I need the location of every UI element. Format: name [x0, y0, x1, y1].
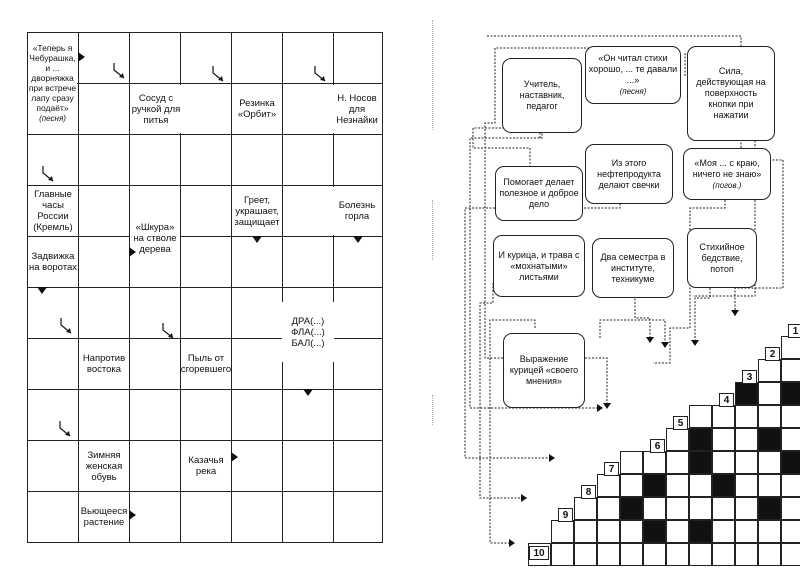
- grid-cell[interactable]: [129, 338, 181, 390]
- crossword-cell[interactable]: [735, 451, 758, 474]
- clue-number-8: 8: [581, 485, 596, 499]
- clue-gate-bolt: Задвижка на воротах: [28, 238, 78, 286]
- crossword-cell[interactable]: [689, 474, 712, 497]
- crossword-cell[interactable]: [597, 520, 620, 543]
- arrow-marker: [303, 389, 313, 396]
- clue-candles: Из этого нефтепродукта делают свечки: [585, 144, 673, 204]
- grid-cell[interactable]: [282, 83, 334, 135]
- grid-cell[interactable]: [333, 389, 383, 441]
- crossword-cell: [712, 474, 735, 497]
- crossword-cell: [643, 520, 666, 543]
- bent-arrow-icon: [40, 165, 58, 183]
- crossword-cell[interactable]: [758, 382, 781, 405]
- arrow-marker: [252, 236, 262, 243]
- grid-cell[interactable]: [180, 83, 232, 135]
- grid-cell[interactable]: [180, 185, 232, 237]
- crossword-cell: [758, 428, 781, 451]
- crossword-cell[interactable]: [666, 474, 689, 497]
- clue-orbit: Резинка «Орбит»: [232, 85, 282, 133]
- grid-cell[interactable]: [27, 440, 79, 492]
- grid-cell[interactable]: [129, 32, 181, 84]
- grid-cell[interactable]: [282, 185, 334, 237]
- crossword-cell[interactable]: [666, 497, 689, 520]
- crossword-cell[interactable]: [689, 497, 712, 520]
- grid-cell[interactable]: [78, 134, 130, 186]
- grid-cell[interactable]: [180, 236, 232, 288]
- grid-cell[interactable]: [282, 236, 334, 288]
- grid-cell[interactable]: [78, 389, 130, 441]
- clue-teacher: Учитель, наставник, педагог: [502, 58, 582, 133]
- clue-bark: «Шкура» на стволе дерева: [130, 208, 180, 268]
- clue-number-6: 6: [650, 439, 665, 453]
- grid-cell[interactable]: [333, 134, 383, 186]
- crossword-cell: [620, 497, 643, 520]
- grid-cell[interactable]: [231, 491, 283, 543]
- clue-ash: Пыль от сгоревшего: [181, 340, 231, 388]
- crossword-cell[interactable]: [666, 428, 689, 451]
- crossword-cell[interactable]: [597, 497, 620, 520]
- crossword-cell: [781, 382, 800, 405]
- crossword-cell[interactable]: [781, 497, 800, 520]
- clue-number-1: 1: [788, 324, 800, 338]
- grid-cell[interactable]: [231, 236, 283, 288]
- grid-cell[interactable]: [27, 491, 79, 543]
- grid-cell[interactable]: [333, 440, 383, 492]
- crossword-cell[interactable]: [758, 359, 781, 382]
- crossword-cell[interactable]: [643, 451, 666, 474]
- clue-my-edge: «Моя ... с краю, ничего не знаю» (погов.): [683, 148, 771, 200]
- clue-warms: Греет, украшает, защищает: [232, 187, 282, 235]
- grid-cell[interactable]: [129, 491, 181, 543]
- grid-cell[interactable]: [180, 134, 232, 186]
- crossword-cell[interactable]: [666, 520, 689, 543]
- crossword-cell[interactable]: [735, 405, 758, 428]
- crossword-cell[interactable]: [597, 543, 620, 566]
- grid-cell[interactable]: [78, 83, 130, 135]
- clue-nosov: Н. Носов для Незнайки: [333, 85, 381, 133]
- grid-cell[interactable]: [180, 491, 232, 543]
- crossword-cell[interactable]: [689, 405, 712, 428]
- fold-line: [432, 395, 433, 425]
- grid-cell[interactable]: [231, 32, 283, 84]
- crossword-cell[interactable]: [620, 520, 643, 543]
- clue-number-3: 3: [742, 370, 757, 384]
- grid-cell[interactable]: [231, 287, 283, 339]
- grid-cell[interactable]: [282, 491, 334, 543]
- crossword-cell[interactable]: [643, 497, 666, 520]
- grid-cell[interactable]: [282, 440, 334, 492]
- grid-cell[interactable]: [282, 389, 334, 441]
- crossword-cell: [758, 497, 781, 520]
- grid-cell[interactable]: [231, 440, 283, 492]
- bent-arrow-icon: [160, 322, 178, 340]
- grid-cell[interactable]: [333, 32, 383, 84]
- crossword-cell[interactable]: [574, 543, 597, 566]
- grid-cell[interactable]: [282, 134, 334, 186]
- crossword-cell: [735, 382, 758, 405]
- arrow-marker: [78, 52, 85, 62]
- crossword-cell: [781, 451, 800, 474]
- crossword-cell[interactable]: [758, 520, 781, 543]
- crossword-cell[interactable]: [643, 543, 666, 566]
- crossword-cell[interactable]: [758, 451, 781, 474]
- clue-throat: Болезнь горла: [333, 187, 381, 235]
- clue-cheburashka: «Теперь я Чебурашка, и ... дворняжка при встрече лапу сразу подаёт» (песня): [28, 33, 77, 123]
- clue-own-opinion: Выражение курицей «своего мнения»: [503, 333, 585, 408]
- clue-hen-grass: И курица, и трава с «мохнатыми» листьями: [493, 235, 585, 297]
- crossword-cell[interactable]: [666, 451, 689, 474]
- clue-opposite-east: Напротив востока: [79, 340, 129, 388]
- clue-dra-fla-bal: ДРА(...) ФЛА(...) БАЛ(...): [282, 302, 334, 362]
- crossword-cell[interactable]: [551, 520, 574, 543]
- grid-cell[interactable]: [333, 491, 383, 543]
- crossword-cell: [689, 520, 712, 543]
- clue-number-9: 9: [558, 508, 573, 522]
- crossword-cell[interactable]: [781, 520, 800, 543]
- grid-cell[interactable]: [333, 287, 383, 339]
- clue-winter-shoes: Зимняя женская обувь: [79, 442, 129, 490]
- clue-helps: Помогает делает полезное и доброе дело: [495, 166, 583, 221]
- grid-cell[interactable]: [27, 338, 79, 390]
- clue-poems: «Он читал стихи хорошо, ... те давали ...» (песня): [585, 46, 681, 104]
- crossword-cell[interactable]: [758, 474, 781, 497]
- crossword-cell: [643, 474, 666, 497]
- crossword-cell[interactable]: [620, 451, 643, 474]
- clue-disaster: Стихийное бедствие, потоп: [687, 228, 757, 288]
- fold-line: [432, 20, 433, 130]
- crossword-cell[interactable]: [758, 543, 781, 566]
- crossword-cell[interactable]: [758, 405, 781, 428]
- crossword-cell[interactable]: [735, 474, 758, 497]
- clue-number-2: 2: [765, 347, 780, 361]
- crossword-cell[interactable]: [620, 474, 643, 497]
- grid-cell[interactable]: [129, 440, 181, 492]
- grid-cell[interactable]: [180, 287, 232, 339]
- arrow-marker: [231, 452, 238, 462]
- grid-cell[interactable]: [231, 134, 283, 186]
- scanword-grid: [27, 32, 382, 542]
- grid-cell[interactable]: [180, 389, 232, 441]
- grid-cell[interactable]: [231, 338, 283, 390]
- song-tag: (песня): [39, 114, 66, 123]
- crossword-cell[interactable]: [781, 428, 800, 451]
- bent-arrow-icon: [58, 317, 76, 335]
- fold-line: [432, 200, 433, 260]
- crossword-cell: [689, 428, 712, 451]
- crossword-cell[interactable]: [620, 543, 643, 566]
- crossword-cell[interactable]: [597, 474, 620, 497]
- grid-cell[interactable]: [78, 287, 130, 339]
- crossword-cell[interactable]: [781, 359, 800, 382]
- grid-cell[interactable]: [333, 338, 383, 390]
- clue-number-10: 10: [529, 546, 549, 560]
- crossword-cell[interactable]: [712, 428, 735, 451]
- crossword-cell[interactable]: [666, 543, 689, 566]
- arrow-marker: [37, 287, 47, 294]
- crossword-cell[interactable]: [735, 520, 758, 543]
- crossword-cell[interactable]: [712, 543, 735, 566]
- crossword-cell[interactable]: [712, 451, 735, 474]
- clue-chimes: Главные часы России (Кремль): [28, 187, 78, 235]
- grid-cell[interactable]: [129, 389, 181, 441]
- clue-climbing-plant: Вьющееся растение: [79, 493, 129, 541]
- grid-cell[interactable]: [78, 185, 130, 237]
- stair-crossword: [455, 28, 799, 563]
- grid-cell[interactable]: [129, 134, 181, 186]
- clue-number-7: 7: [604, 462, 619, 476]
- clue-cossack-river: Казачья река: [181, 442, 231, 490]
- crossword-cell[interactable]: [735, 543, 758, 566]
- crossword-cell: [689, 451, 712, 474]
- grid-cell[interactable]: [333, 236, 383, 288]
- crossword-cell[interactable]: [551, 543, 574, 566]
- crossword-cell[interactable]: [735, 497, 758, 520]
- crossword-cell[interactable]: [735, 428, 758, 451]
- clue-number-4: 4: [719, 393, 734, 407]
- crossword-cell[interactable]: [781, 474, 800, 497]
- arrow-marker: [129, 510, 136, 520]
- bent-arrow-icon: [111, 62, 129, 80]
- arrow-marker: [353, 236, 363, 243]
- crossword-cell[interactable]: [574, 520, 597, 543]
- grid-cell[interactable]: [231, 389, 283, 441]
- clue-semesters: Два семестра в институте, техникуме: [592, 238, 674, 298]
- crossword-cell[interactable]: [712, 520, 735, 543]
- crossword-cell[interactable]: [712, 405, 735, 428]
- grid-cell[interactable]: [78, 236, 130, 288]
- clue-force: Сила, действующая на поверхность кнопки при нажатии: [687, 46, 775, 141]
- crossword-cell[interactable]: [781, 405, 800, 428]
- bent-arrow-icon: [57, 420, 75, 438]
- bent-arrow-icon: [312, 65, 330, 83]
- crossword-cell[interactable]: [781, 543, 800, 566]
- crossword-cell[interactable]: [689, 543, 712, 566]
- clue-number-5: 5: [673, 416, 688, 430]
- crossword-cell[interactable]: [574, 497, 597, 520]
- clue-vessel: Сосуд с ручкой для питья: [131, 85, 181, 133]
- crossword-cell[interactable]: [781, 336, 800, 359]
- arrow-marker: [129, 247, 136, 257]
- crossword-cell[interactable]: [712, 497, 735, 520]
- bent-arrow-icon: [210, 65, 228, 83]
